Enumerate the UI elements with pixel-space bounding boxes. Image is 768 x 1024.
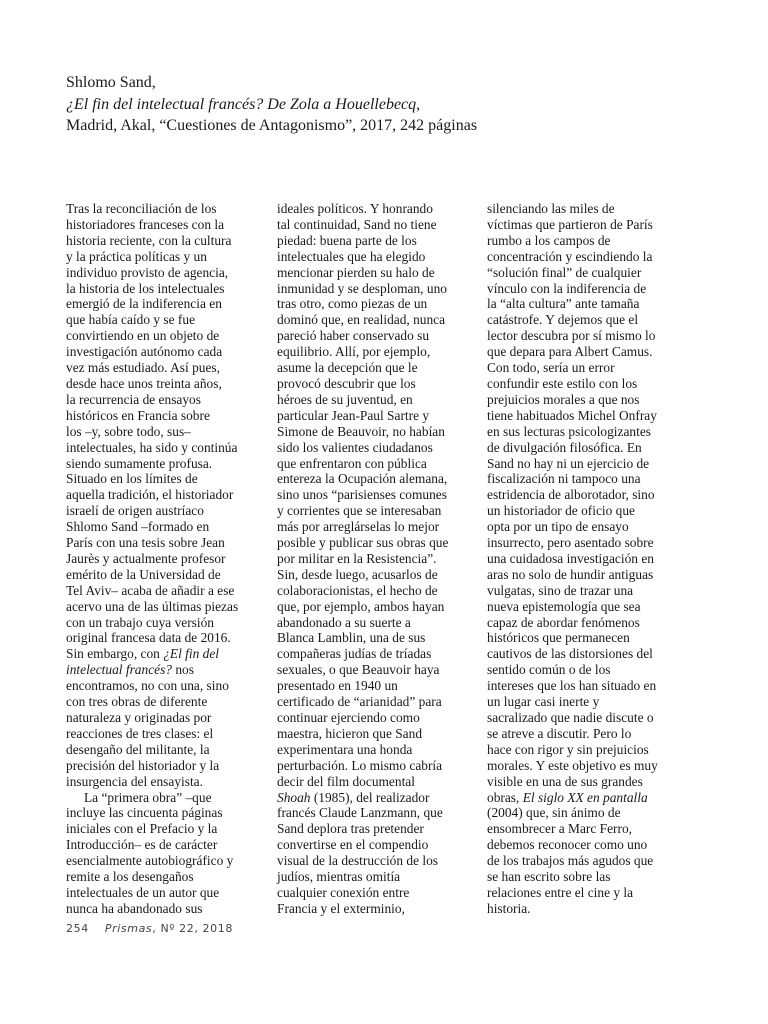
- text-line: con tres obras de diferente: [66, 694, 208, 710]
- text-line: sexuales, o que Beauvoir haya: [277, 662, 440, 678]
- text-line: se atreve a discutir. Pero lo: [487, 725, 632, 741]
- text-line: que enfrentaron con pública: [277, 455, 427, 471]
- text-line: morales. Y este objetivo es muy: [487, 757, 658, 773]
- text-line: los –y, sobre todo, sus–: [66, 423, 191, 439]
- book-title: ¿El fin del intelectual francés? De Zola a Houellebecq: [66, 95, 417, 113]
- text-line: se han escrito sobre las: [487, 869, 611, 885]
- journal-name: Prismas: [104, 922, 153, 935]
- text-line: inmunidad y se desploman, uno: [277, 280, 447, 296]
- text-line: opta por un tipo de ensayo: [487, 519, 629, 535]
- italic-title: intelectual francés?: [66, 662, 172, 678]
- text-line: desengaño del militante, la: [66, 741, 210, 757]
- text-line: catástrofe. Y dejemos que el: [487, 312, 639, 328]
- review-header: [66, 72, 726, 137]
- text-line: por militar en la Resistencia”.: [277, 550, 437, 566]
- text-line: confundir este estilo con los: [487, 375, 638, 391]
- text-line: y la práctica políticas y un: [66, 248, 207, 264]
- text-line: sentido común o de los: [487, 662, 611, 678]
- journal-issue: , Nº 22, 2018: [152, 922, 233, 935]
- text-line: continuar ejerciendo como: [277, 710, 420, 725]
- text-line: más por arreglárselas lo mejor: [277, 519, 440, 535]
- text-line: silenciando las miles de: [487, 201, 615, 216]
- book-title-comma: ,: [416, 95, 421, 113]
- text-line: Con todo, sería un error: [487, 360, 615, 376]
- page-footer: [66, 922, 233, 935]
- text-line: concentración y escindiendo la: [487, 248, 653, 264]
- text-line: sino unos “parisienses comunes: [277, 487, 447, 503]
- text-line: emergió de la indiferencia en: [66, 296, 222, 312]
- text-line: sacralizado que nadie discute o: [487, 710, 654, 725]
- text-line: Situado en los límites de: [66, 471, 198, 487]
- text-line: acervo una de las últimas piezas: [66, 598, 239, 614]
- text-line: iniciales con el Prefacio y la: [66, 821, 218, 837]
- text-line: [66, 662, 244, 678]
- text-line: intereses que los han situado en: [487, 678, 657, 694]
- text-line: hace con rigor y sin prejuicios: [487, 741, 649, 757]
- text-line: pareció haber conservado su: [277, 328, 430, 344]
- text-line: aquella tradición, el historiador: [66, 487, 234, 503]
- text-line: historia.: [487, 900, 531, 916]
- text-line: insurgencia del ensayista.: [66, 773, 203, 789]
- text-line: israelí de origen austríaco: [66, 503, 204, 519]
- italic-title: El siglo XX en pantalla: [522, 789, 648, 805]
- text-line: víctimas que partieron de París: [487, 216, 653, 232]
- text-line: la “alta cultura” ante tamaña: [487, 296, 640, 312]
- text-line: tiene habituados Michel Onfray: [487, 407, 657, 423]
- text-line: ideales políticos. Y honrando: [277, 201, 433, 216]
- text-line: rumbo a los campos de: [487, 232, 611, 248]
- text-line: Sand no hay ni un ejercicio de: [487, 455, 650, 471]
- text-line: Blanca Lamblin, una de sus: [277, 630, 426, 646]
- text-line: en sus lecturas psicologizantes: [487, 423, 651, 439]
- text-line: remite a los desengaños: [66, 869, 194, 885]
- text-line: particular Jean-Paul Sartre y: [277, 407, 430, 423]
- text-line: estridencia de alborotador, sino: [487, 487, 655, 503]
- text-line: nueva epistemología que sea: [487, 598, 641, 614]
- text-line: compañeras judías de tríadas: [277, 646, 432, 662]
- text-line: esencialmente autobiográfico y: [66, 853, 234, 869]
- text-line: reacciones de tres clases: el: [66, 725, 214, 741]
- text-line: desde hace unos treinta años,: [66, 375, 222, 391]
- text-line: experimentara una honda: [277, 741, 413, 757]
- text-fragment: (1985), del realizador: [310, 789, 430, 805]
- text-column-1: [66, 201, 244, 917]
- text-line: un lugar casi inerte y: [487, 694, 600, 710]
- text-line: equilibrio. Allí, por ejemplo,: [277, 344, 431, 360]
- text-line: [66, 646, 244, 662]
- text-line: convertirse en el compendio: [277, 837, 429, 853]
- text-line: históricos en Francia sobre: [66, 407, 210, 423]
- text-line: [487, 790, 665, 806]
- text-line: posible y publicar sus obras que: [277, 535, 449, 551]
- text-line: naturaleza y originadas por: [66, 710, 212, 725]
- text-line: lector descubra por sí mismo lo: [487, 328, 656, 344]
- text-line: Sin, desde luego, acusarlos de: [277, 566, 438, 582]
- text-line: insurrecto, pero asentado sobre: [487, 535, 654, 551]
- text-line: perturbación. Lo mismo cabría: [277, 757, 443, 773]
- text-line: París con una tesis sobre Jean: [66, 535, 225, 551]
- text-line: visible en una de sus grandes: [487, 773, 643, 789]
- text-line: Tel Aviv– acaba de añadir a ese: [66, 582, 235, 598]
- italic-title: Shoah: [277, 789, 311, 805]
- text-line: que, por ejemplo, ambos hayan: [277, 598, 445, 614]
- text-line: debemos reconocer como uno: [487, 837, 648, 853]
- text-line: piedad: buena parte de los: [277, 232, 417, 248]
- text-line: Tras la reconciliación de los: [66, 201, 217, 216]
- text-line: de divulgación filosófica. En: [487, 439, 642, 455]
- text-line: certificado de “arianidad” para: [277, 694, 442, 710]
- publication-line: Madrid, Akal, “Cuestiones de Antagonismo”, 2017, 242 páginas: [66, 117, 478, 134]
- text-line: encontramos, no con una, sino: [66, 678, 229, 694]
- text-column-2: [277, 201, 455, 917]
- text-line: sido los valientes ciudadanos: [277, 439, 433, 455]
- text-line: de los trabajos más agudos que: [487, 853, 654, 869]
- author-line: Shlomo Sand,: [66, 74, 156, 91]
- text-line: que depara para Albert Camus.: [487, 344, 653, 360]
- text-line: colaboracionistas, el hecho de: [277, 582, 438, 598]
- text-line: francés Claude Lanzmann, que: [277, 805, 443, 821]
- text-line: tal continuidad, Sand no tiene: [277, 216, 437, 232]
- text-line: precisión del historiador y la: [66, 757, 220, 773]
- text-line: original francesa data de 2016.: [66, 630, 231, 646]
- text-line: presentado en 1940 un: [277, 678, 398, 694]
- text-line: la historia de los intelectuales: [66, 280, 225, 296]
- text-line: históricos que permanecen: [487, 630, 630, 646]
- text-line: intelectuales que ha elegido: [277, 248, 426, 264]
- text-line: dominó que, en realidad, nunca: [277, 312, 446, 328]
- text-line: convirtiendo en un objeto de: [66, 328, 220, 344]
- text-line: provocó descubrir que los: [277, 375, 416, 391]
- text-line: individuo provisto de agencia,: [66, 264, 229, 280]
- text-line: con un trabajo cuya versión: [66, 614, 214, 630]
- text-line: Jaurès y actualmente profesor: [66, 550, 226, 566]
- text-line: héroes de su juventud, en: [277, 391, 413, 407]
- text-line: Introducción– es de carácter: [66, 837, 218, 853]
- text-line: vulgatas, sino de trazar una: [487, 582, 634, 598]
- text-line: historia reciente, con la cultura: [66, 232, 232, 248]
- book-title-line: [66, 94, 726, 116]
- text-line: un historiador de oficio que: [487, 503, 636, 519]
- text-line: relaciones entre el cine y la: [487, 884, 634, 900]
- text-line: vez más estudiado. Así pues,: [66, 360, 220, 376]
- text-line: Shlomo Sand –formado en: [66, 519, 210, 535]
- text-fragment: nos: [171, 662, 194, 678]
- text-line: prejuicios morales a que nos: [487, 391, 640, 407]
- text-line: (2004) que, sin ánimo de: [487, 805, 621, 821]
- text-line: cualquier conexión entre: [277, 884, 410, 900]
- text-line: incluye las cincuenta páginas: [66, 805, 223, 821]
- text-line: tras otro, como piezas de un: [277, 296, 428, 312]
- text-line: nunca ha abandonado sus: [66, 900, 203, 916]
- text-line: asume la decepción que le: [277, 360, 418, 376]
- text-line: ensombrecer a Marc Ferro,: [487, 821, 632, 837]
- text-line: historiadores franceses con la: [66, 216, 225, 232]
- text-line: visual de la destrucción de los: [277, 853, 439, 869]
- text-line: intelectuales de un autor que: [66, 884, 220, 900]
- text-line: vínculo con la indiferencia de: [487, 280, 647, 296]
- text-line: judíos, mientras omitía: [277, 869, 401, 885]
- text-line: entereza la Ocupación alemana,: [277, 471, 448, 487]
- text-fragment: obras,: [487, 789, 523, 805]
- text-line: aras no solo de hundir antiguas: [487, 566, 654, 582]
- text-line: una cuidadosa investigación en: [487, 550, 654, 566]
- text-line: siendo sumamente profusa.: [66, 455, 213, 471]
- text-line: fiscalización ni tampoco una: [487, 471, 641, 487]
- text-line: decir del film documental: [277, 773, 415, 789]
- text-line: Francia y el exterminio,: [277, 900, 405, 916]
- text-line: la recurrencia de ensayos: [66, 391, 201, 407]
- text-line: mencionar pierden su halo de: [277, 264, 435, 280]
- text-line: cautivos de las distorsiones del: [487, 646, 653, 662]
- text-line: investigación autónomo cada: [66, 344, 223, 360]
- text-line: capaz de abordar fenómenos: [487, 614, 640, 630]
- text-line: “solución final” de cualquier: [487, 264, 642, 280]
- text-column-3: [487, 201, 665, 917]
- text-line: Sand deplora tras pretender: [277, 821, 424, 837]
- text-line: intelectuales, ha sido y continúa: [66, 439, 238, 455]
- text-line: y corrientes que se interesaban: [277, 503, 442, 519]
- page-number: 254: [66, 922, 89, 935]
- text-line: abandonado a su suerte a: [277, 614, 411, 630]
- text-line: que había caído y se fue: [66, 312, 196, 328]
- text-line: emérito de la Universidad de: [66, 566, 221, 582]
- text-line: Simone de Beauvoir, no habían: [277, 423, 445, 439]
- text-line: [277, 790, 455, 806]
- text-line: La “primera obra” –que: [84, 789, 212, 805]
- text-fragment: Sin embargo, con: [66, 646, 164, 662]
- italic-title: ¿El fin del: [163, 646, 219, 662]
- text-line: maestra, hicieron que Sand: [277, 725, 423, 741]
